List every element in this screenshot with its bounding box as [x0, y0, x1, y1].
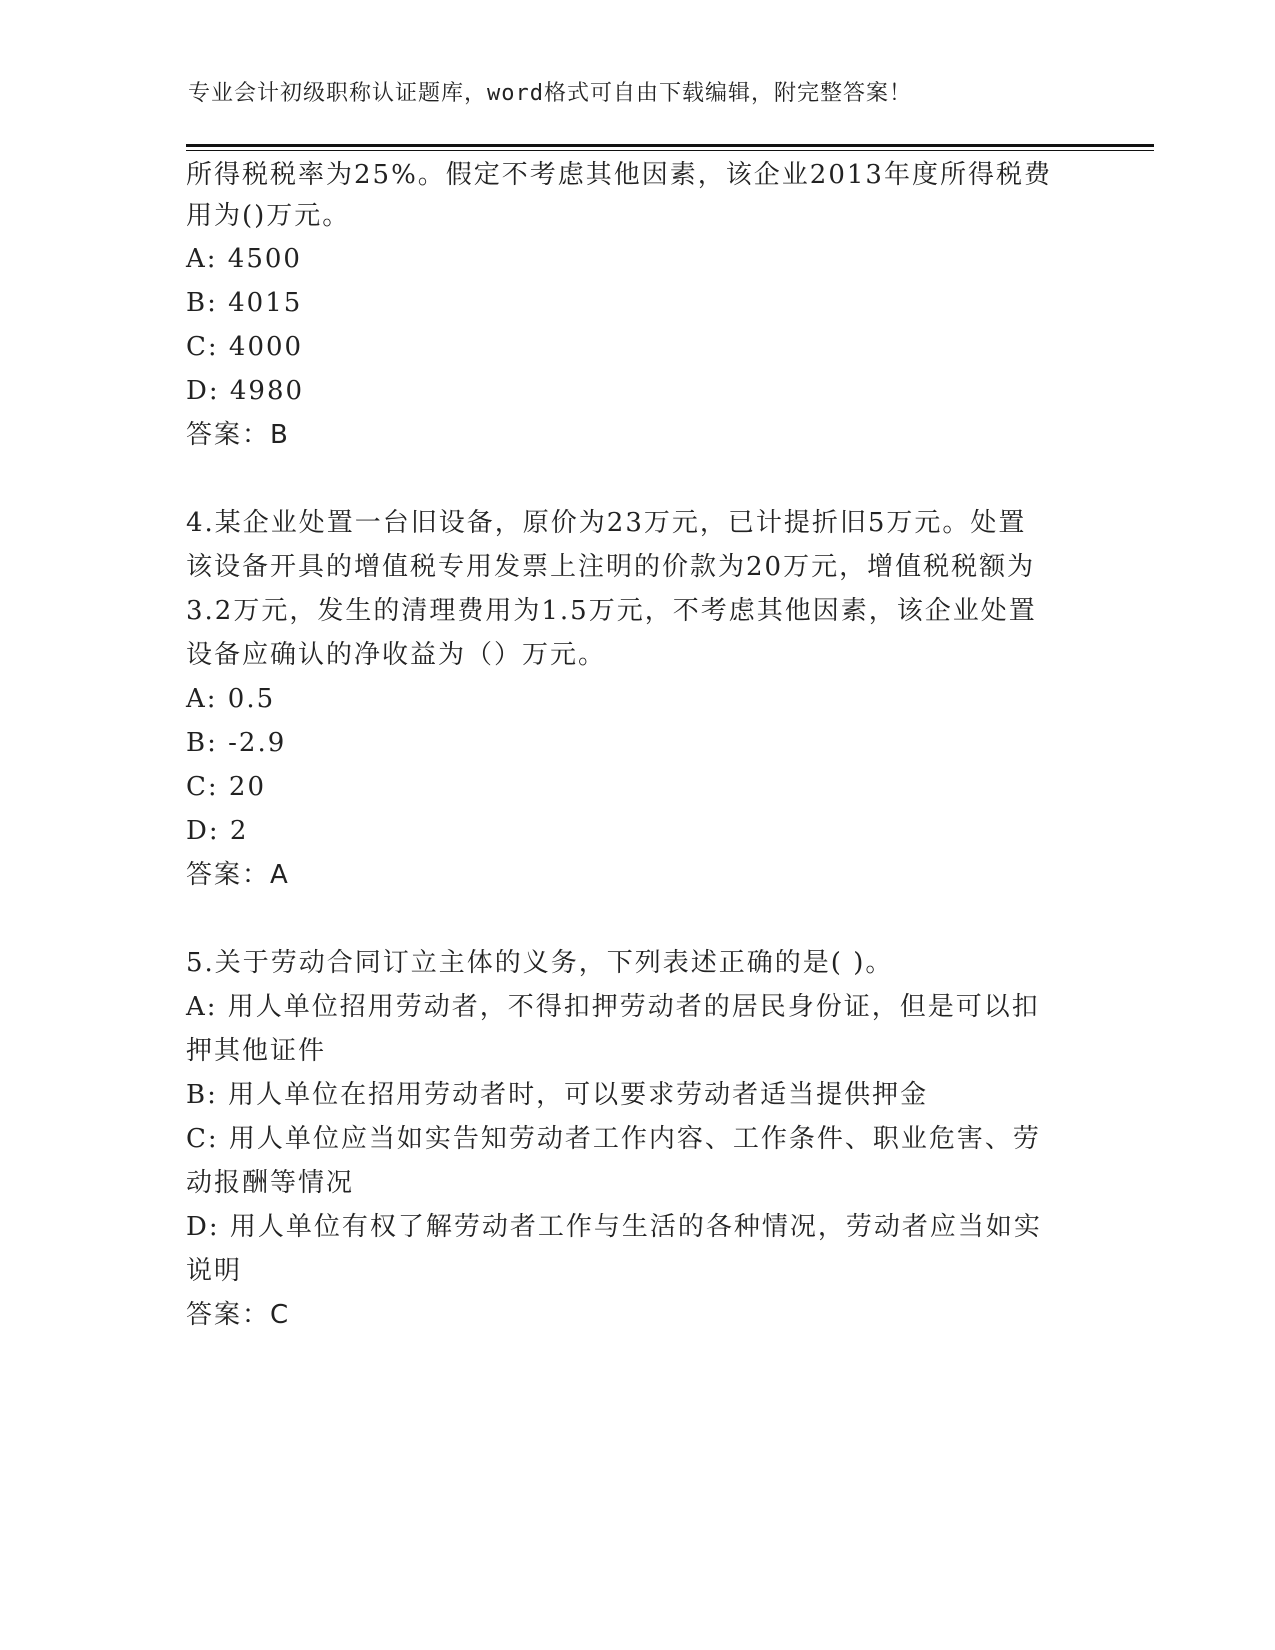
question-4-option-c: C: 20	[186, 772, 267, 802]
question-3-stem-line-2: 用为()万元。	[186, 201, 351, 231]
question-5-stem: 5.关于劳动合同订立主体的义务，下列表述正确的是( )。	[186, 948, 894, 978]
header-rule-thin	[186, 150, 1154, 151]
question-3-option-a: A: 4500	[186, 244, 302, 274]
question-3-answer: 答案：B	[186, 420, 290, 450]
question-5-option-d-line-2: 说明	[186, 1256, 243, 1286]
question-3-option-b: B: 4015	[186, 288, 303, 318]
question-4-stem-line-3: 3.2万元，发生的清理费用为1.5万元，不考虑其他因素，该企业处置	[186, 596, 1037, 626]
question-4-stem-line-1: 4.某企业处置一台旧设备，原价为23万元，已计提折旧5万元。处置	[186, 508, 1027, 538]
question-5-option-d-line-1: D: 用人单位有权了解劳动者工作与生活的各种情况，劳动者应当如实	[186, 1212, 1042, 1242]
question-4-stem-line-4: 设备应确认的净收益为（）万元。	[186, 640, 607, 670]
question-4-answer: 答案：A	[186, 860, 290, 890]
question-5-option-c-line-1: C: 用人单位应当如实告知劳动者工作内容、工作条件、职业危害、劳	[186, 1124, 1041, 1154]
question-5-option-b: B: 用人单位在招用劳动者时，可以要求劳动者适当提供押金	[186, 1080, 929, 1110]
header-banner: 专业会计初级职称认证题库，word格式可自由下载编辑，附完整答案！	[188, 81, 912, 106]
question-5-option-a-line-2: 押其他证件	[186, 1036, 327, 1066]
question-4-option-a: A: 0.5	[186, 684, 276, 714]
question-4-option-d: D: 2	[186, 816, 249, 846]
question-5-option-a-line-1: A: 用人单位招用劳动者，不得扣押劳动者的居民身份证，但是可以扣	[186, 992, 1040, 1022]
question-3-option-c: C: 4000	[186, 332, 304, 362]
question-4-stem-line-2: 该设备开具的增值税专用发票上注明的价款为20万元，增值税税额为	[186, 552, 1036, 582]
header-rule-thick	[186, 144, 1154, 147]
question-3-stem-line-1: 所得税税率为25%。假定不考虑其他因素，该企业2013年度所得税费	[186, 160, 1052, 190]
question-4-option-b: B: -2.9	[186, 728, 287, 758]
question-5-answer: 答案：C	[186, 1300, 291, 1330]
question-5-option-c-line-2: 动报酬等情况	[186, 1168, 355, 1198]
question-3-option-d: D: 4980	[186, 376, 305, 406]
